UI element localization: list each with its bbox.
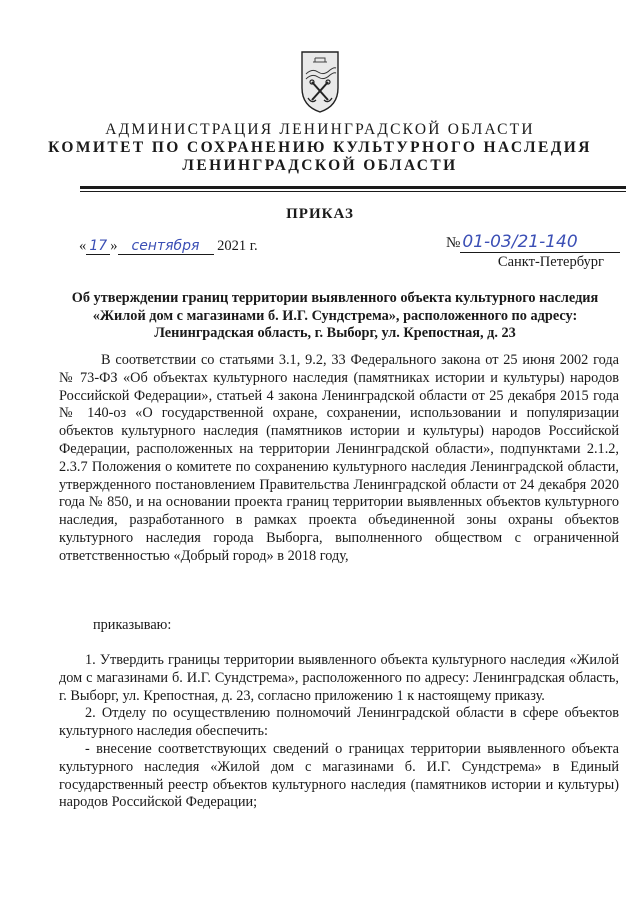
order-item-2: 2. Отделу по осуществлению полномочий Ленинградской области в сфере объектов культурного наследия обеспечить: — [59, 705, 619, 740]
date-open-quote: « — [79, 238, 87, 254]
date-day: 17 — [86, 238, 110, 255]
document-type: ПРИКАЗ — [286, 206, 354, 222]
document-city: Санкт-Петербург — [497, 254, 604, 270]
order-item-2-sub-1: - внесение соответствующих сведений о границах территории выявленного объекта культурного наследия «Жилой дом с магазинами б. И.Г. Сундстрема» в Единый государственный реестр объектов культурного наследия (памятников истории и культуры) народов Российской Федерации; — [59, 740, 619, 811]
number-prefix: № — [446, 235, 461, 251]
header-divider-thick — [80, 186, 626, 189]
number-value: 01-03/21-140 — [460, 232, 620, 253]
date-year: 2021 г. — [217, 238, 258, 254]
header-divider-thin — [80, 191, 626, 192]
coat-of-arms-icon — [298, 48, 342, 114]
order-item-1: 1. Утвердить границы территории выявленного объекта культурного наследия «Жилой дом с магазинами б. И.Г. Сундстрема», расположенного по адресу: Ленинградская область, г. Выборг, ул. Крепостная, д. 23, согласно приложению 1 к настоящему приказу. — [59, 652, 619, 704]
issuer-line-3: ЛЕНИНГРАДСКОЙ ОБЛАСТИ — [182, 157, 458, 174]
date-close-quote: » — [110, 238, 118, 254]
date-month: сентября — [118, 238, 214, 255]
document-subject: Об утверждении границ территории выявленного объекта культурного наследия «Жилой дом с магазинами б. И.Г. Сундстрема», расположенного по адресу: Ленинградская область, г. Выборг, ул. Крепостная, д. 23 — [71, 290, 599, 341]
document-date — [79, 238, 258, 255]
order-items — [59, 652, 619, 812]
preamble-paragraph: В соответствии со статьями 3.1, 9.2, 33 Федерального закона от 25 июня 2002 года № 73-ФЗ «Об объектах культурного наследия (памятниках истории и культуры) народов Российской Федерации», статьей 4 закона Ленинградской области от 25 декабря 2015 года № 140-оз «О государственной охране, сохранении, использовании и популяризации объектов культурного наследия (памятников истории и культуры) народов Российской Федерации, расположенных на территории Ленинградской области», подпунктами 2.1.2, 2.3.7 Положения о комитете по сохранению культурного наследия Ленинградской области, утвержденного постановлением Правительства Ленинградской области от 24 декабря 2020 года № 850, и на основании проекта границ территории выявленных объектов культурного наследия, разработанного в рамках проекта объединенной зоны охраны объектов культурного наследия города Выборга, выполненного обществом с ограниченной ответственностью «Добрый город» в 2018 году, — [59, 352, 619, 564]
order-word: приказываю: — [93, 617, 172, 633]
issuer-line-1: АДМИНИСТРАЦИЯ ЛЕНИНГРАДСКОЙ ОБЛАСТИ — [105, 121, 535, 138]
issuer-line-2: КОМИТЕТ ПО СОХРАНЕНИЮ КУЛЬТУРНОГО НАСЛЕДИЯ — [48, 139, 592, 156]
document-number — [446, 232, 620, 253]
